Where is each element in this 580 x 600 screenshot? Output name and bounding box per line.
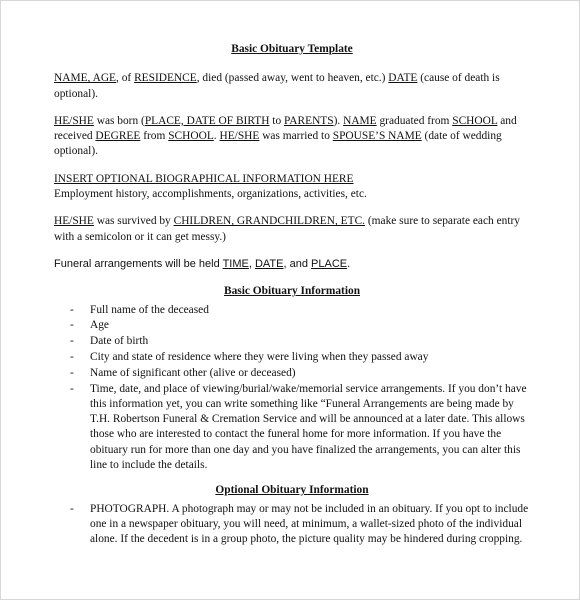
dash-bullet: - [70, 382, 74, 395]
field-date: DATE [388, 72, 418, 85]
field-time: TIME [222, 257, 249, 270]
field-name-age: NAME, AGE [54, 72, 117, 85]
text: was married to [259, 130, 333, 143]
text: (make sure to separate each entry with a semicolon or it can get messy.) [54, 215, 520, 243]
text: was born ( [93, 114, 145, 127]
list-item [54, 334, 530, 349]
dash-bullet: - [70, 366, 74, 379]
optional-bio-text: Employment history, accomplishments, organizations, activities, etc. [54, 188, 367, 201]
list-item [54, 382, 530, 474]
text: from [140, 130, 169, 143]
field-place: PLACE [311, 257, 348, 270]
list-item-text: PHOTOGRAPH. A photograph may or may not be included in an obituary. If you opt to include one in a newspaper obituary, you will need, at minimum, a wallet-sized photo of the individual alone. If the decedent is in a group photo, the picture quality may be hindered during cropping. [90, 502, 529, 546]
dash-bullet: - [70, 303, 74, 316]
list-item-text: Full name of the deceased [90, 303, 209, 316]
field-name: NAME [343, 114, 377, 127]
paragraph-survivors [54, 214, 530, 245]
text: , of [116, 72, 135, 85]
text: . [213, 130, 220, 143]
field-place-date-of-birth: PLACE, DATE OF BIRTH [144, 114, 270, 127]
document-title: Basic Obituary Template [231, 43, 353, 55]
text: and received [54, 114, 517, 143]
field-school: SCHOOL [452, 114, 498, 127]
text: (cause of death is optional). [54, 72, 500, 100]
dash-bullet: - [70, 335, 74, 348]
dash-bullet: - [70, 319, 74, 332]
field-heshe-2: HE/SHE [219, 130, 260, 143]
text: Funeral arrangements will be held [54, 257, 223, 270]
text: , and [283, 257, 312, 270]
paragraph-funeral [54, 257, 530, 272]
field-school-2: SCHOOL [168, 130, 214, 143]
text: (date of wedding optional). [54, 130, 502, 158]
field-children: CHILDREN, GRANDCHILDREN, ETC. [173, 215, 366, 228]
text: to [269, 114, 284, 127]
text: , [248, 257, 255, 270]
list-item [54, 502, 530, 548]
text: was survived by [93, 215, 174, 228]
list-item [54, 350, 530, 365]
list-item-text: City and state of residence where they were living when they passed away [90, 350, 429, 363]
text: . [347, 257, 351, 270]
field-heshe-3: HE/SHE [54, 215, 94, 228]
field-funeral-date: DATE [254, 257, 284, 270]
paragraph-death-notice [54, 71, 530, 102]
field-spouse-name: SPOUSE’S NAME [332, 130, 422, 143]
list-item [54, 303, 530, 318]
section-heading-basic: Basic Obituary Information [223, 285, 361, 298]
text: graduated from [376, 114, 453, 127]
basic-info-list [54, 303, 530, 474]
field-parents: PARENTS [284, 114, 334, 127]
optional-info-list [54, 502, 530, 548]
list-item-text: Time, date, and place of viewing/burial/wake/memorial service arrangements. If you don’t have this information yet, you can write something like “Funeral Arrangements are being made by T.H. Robertson Funeral & Cremation Service and will be announced at a later date. This allows those who are interested to contact the funeral home for more information. If you have the obituary run for more than one day and you have finalized the arrangements, you can alter this line to include the details. [90, 382, 527, 472]
list-item-text: Name of significant other (alive or deceased) [90, 366, 296, 379]
dash-bullet: - [70, 350, 74, 363]
document-page [54, 42, 530, 558]
field-residence: RESIDENCE [134, 72, 197, 85]
field-degree: DEGREE [95, 130, 141, 143]
list-item-text: Date of birth [90, 335, 149, 348]
field-heshe: HE/SHE [54, 114, 94, 127]
dash-bullet: - [70, 502, 74, 515]
list-item [54, 318, 530, 333]
list-item-text: Age [90, 319, 109, 332]
text: , died (passed away, went to heaven, etc.) [196, 72, 389, 85]
paragraph-biography [54, 114, 530, 160]
text: ). [333, 114, 344, 127]
optional-bio-heading: INSERT OPTIONAL BIOGRAPHICAL INFORMATION HERE [54, 172, 354, 185]
paragraph-optional-bio [54, 172, 530, 203]
list-item [54, 366, 530, 381]
section-heading-optional: Optional Obituary Information [215, 484, 369, 497]
